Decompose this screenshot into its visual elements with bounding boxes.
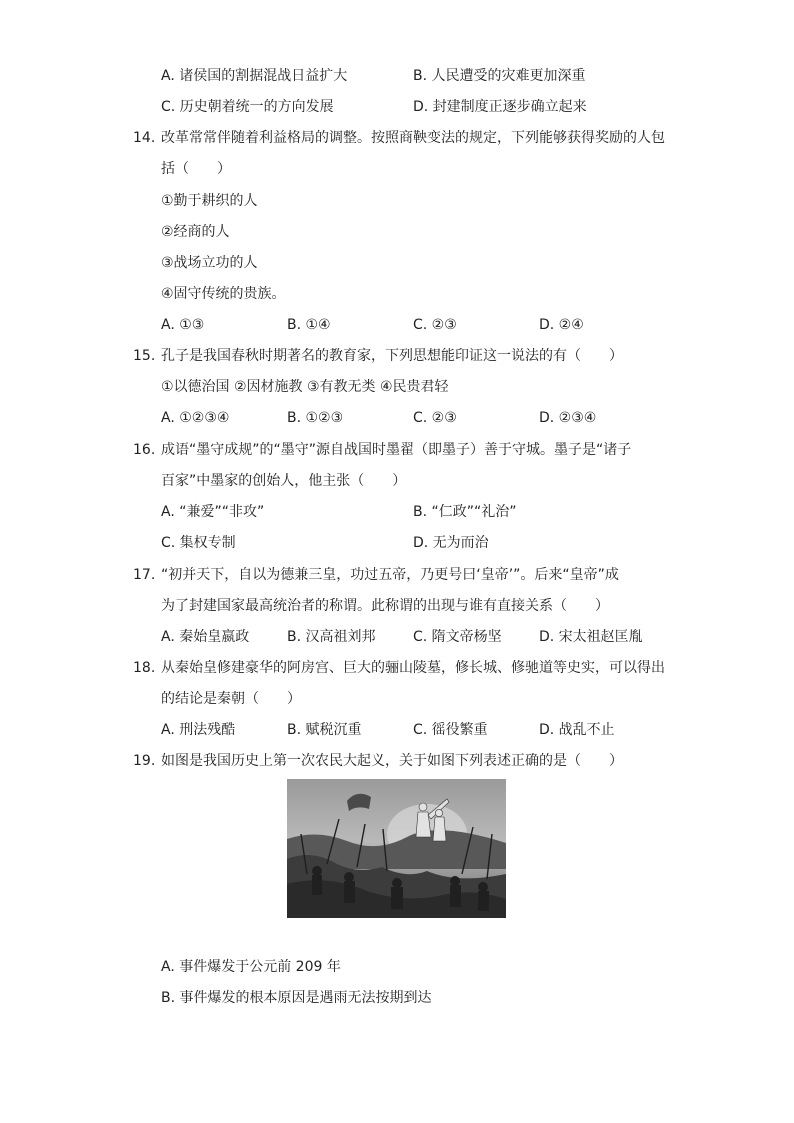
q15-option-d[interactable]: D. ②③④ (539, 410, 597, 426)
q14-stem-line1: 改革常常伴随着利益格局的调整。按照商鞅变法的规定，下列能够获得奖励的人包 (161, 130, 665, 146)
q17-number: 17. (133, 567, 156, 583)
q14-option-d[interactable]: D. ②④ (539, 317, 584, 333)
q18-number: 18. (133, 660, 156, 676)
q19-stem: 如图是我国历史上第一次农民大起义，关于如图下列表述正确的是（ ） (161, 753, 623, 769)
peasant-uprising-illustration (287, 779, 506, 918)
q17-option-b[interactable]: B. 汉高祖刘邦 (287, 629, 376, 645)
q13-option-d[interactable]: D. 封建制度正逐步确立起来 (413, 99, 587, 115)
q17-option-d[interactable]: D. 宋太祖赵匡胤 (539, 629, 643, 645)
q14-item-2: ②经商的人 (161, 224, 230, 240)
q14-item-1: ①勤于耕织的人 (161, 193, 258, 209)
uprising-scene-drawing (287, 779, 506, 918)
q16-option-c[interactable]: C. 集权专制 (161, 535, 236, 551)
q16-option-b[interactable]: B. “仁政”“礼治” (413, 504, 517, 520)
q14-option-a[interactable]: A. ①③ (161, 317, 205, 333)
q17-option-c[interactable]: C. 隋文帝杨坚 (413, 629, 502, 645)
q15-stem: 孔子是我国春秋时期著名的教育家，下列思想能印证这一说法的有（ ） (161, 348, 623, 364)
q15-option-b[interactable]: B. ①②③ (287, 410, 344, 426)
q13-option-b[interactable]: B. 人民遭受的灾难更加深重 (413, 68, 586, 84)
q15-items: ①以德治国 ②因材施教 ③有教无类 ④民贵君轻 (161, 379, 449, 395)
q18-option-c[interactable]: C. 徭役繁重 (413, 722, 488, 738)
q15-option-a[interactable]: A. ①②③④ (161, 410, 230, 426)
q19-option-a[interactable]: A. 事件爆发于公元前 209 年 (161, 959, 341, 975)
q17-option-a[interactable]: A. 秦始皇嬴政 (161, 629, 250, 645)
q16-stem-line2: 百家”中墨家的创始人，他主张（ ） (161, 473, 407, 489)
q16-number: 16. (133, 442, 156, 458)
q18-option-a[interactable]: A. 刑法残酷 (161, 722, 236, 738)
q18-option-b[interactable]: B. 赋税沉重 (287, 722, 362, 738)
q13-option-c[interactable]: C. 历史朝着统一的方向发展 (161, 99, 334, 115)
q14-item-4: ④固守传统的贵族。 (161, 286, 286, 302)
q19-number: 19. (133, 753, 156, 769)
q16-option-a[interactable]: A. “兼爱”“非攻” (161, 504, 265, 520)
q14-option-c[interactable]: C. ②③ (413, 317, 457, 333)
q14-stem-line2: 括（ ） (161, 161, 231, 177)
q16-option-d[interactable]: D. 无为而治 (413, 535, 489, 551)
q13-option-a[interactable]: A. 诸侯国的割据混战日益扩大 (161, 68, 348, 84)
q17-stem-line2: 为了封建国家最高统治者的称谓。此称谓的出现与谁有直接关系（ ） (161, 598, 609, 614)
q18-option-d[interactable]: D. 战乱不止 (539, 722, 615, 738)
q15-option-c[interactable]: C. ②③ (413, 410, 457, 426)
q14-number: 14. (133, 130, 156, 146)
q15-number: 15. (133, 348, 156, 364)
q16-stem-line1: 成语“墨守成规”的“墨守”源自战国时墨翟（即墨子）善于守城。墨子是“诸子 (161, 442, 632, 458)
q17-stem-line1: “初并天下，自以为德兼三皇，功过五帝，乃更号曰‘皇帝’”。后来“皇帝”成 (161, 567, 619, 583)
q18-stem-line1: 从秦始皇修建豪华的阿房宫、巨大的骊山陵墓，修长城、修驰道等史实，可以得出 (161, 660, 665, 676)
q19-option-b[interactable]: B. 事件爆发的根本原因是遇雨无法按期到达 (161, 990, 432, 1006)
q14-option-b[interactable]: B. ①④ (287, 317, 331, 333)
q18-stem-line2: 的结论是秦朝（ ） (161, 691, 301, 707)
q14-item-3: ③战场立功的人 (161, 255, 258, 271)
